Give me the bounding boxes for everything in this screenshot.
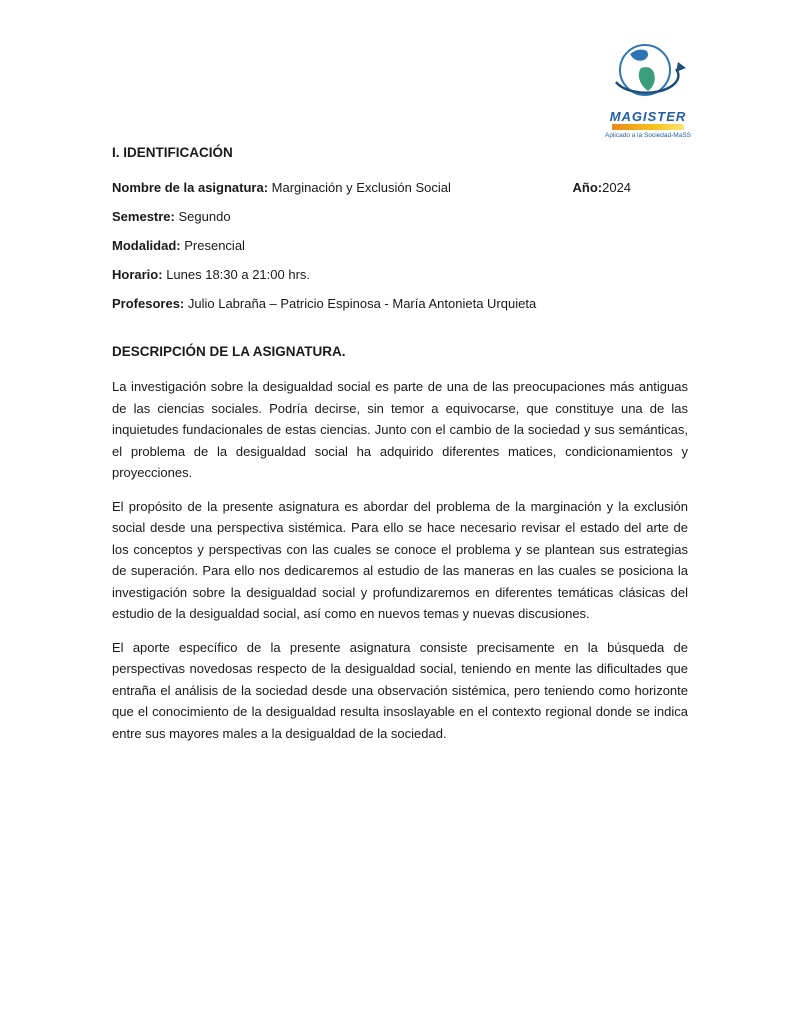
descripcion-paragraph-1: La investigación sobre la desigualdad social es parte de una de las preocupaciones más antiguas de las ciencias sociales. Podría decirse, sin temor a equivocarse, que constituye una de las inquietudes fundacionales de estas ciencias. Junto con el cambio de la sociedad y sus semánticas, el problema de la desigualdad social ha adquirido diferentes matices, condicionamientos y proyecciones.: [112, 379, 688, 480]
field-modalidad: [112, 237, 688, 254]
magister-logo: [602, 42, 694, 140]
section-identificacion-title: I. IDENTIFICACIÓN: [112, 145, 233, 160]
logo-accent-bar: [612, 124, 684, 130]
logo-brand-text: MAGISTER: [609, 109, 687, 124]
document-content: [112, 145, 688, 756]
descripcion-paragraph-3: El aporte específico de la presente asignatura consiste precisamente en la búsqueda de perspectivas novedosas respecto de la desigualdad social, teniendo en mente las dificultades que entraña el análisis de la sociedad desde una observación sistémica, pero teniendo como horizonte que el conocimiento de la desigualdad resulta insoslayable en el contexto regional donde se indica entre sus mayores males a la desigualdad de la sociedad.: [112, 639, 688, 741]
descripcion-paragraph-2: El propósito de la presente asignatura es abordar del problema de la marginación y la exclusión social desde una perspectiva sistémica. Para ello se hace necesario revisar el estado del arte de los conceptos y perspectivas con las cuales se conoce el problema y se plantean sus estrategias de superación. Para ello nos dedicaremos al estudio de las maneras en las cuales se posiciona la investigación sobre la desigualdad social y profundizaremos en diferentes temáticas clásicas del estudio de la desigualdad social, así como en nuevos temas y nuevas discusiones.: [112, 498, 688, 621]
field-semestre-value: Segundo: [178, 209, 231, 224]
logo-subtitle-text: Aplicado a la Sociedad-MaSS: [605, 132, 691, 139]
field-profesores-value: Julio Labraña – Patricio Espinosa - María Antonieta Urquieta: [187, 296, 537, 311]
section-descripcion-title: DESCRIPCIÓN DE LA ASIGNATURA.: [112, 344, 346, 359]
field-modalidad-label: Modalidad:: [112, 238, 181, 253]
field-horario-label: Horario:: [112, 267, 163, 282]
field-horario: [112, 266, 688, 283]
field-semestre: [112, 208, 688, 225]
field-horario-value: Lunes 18:30 a 21:00 hrs.: [166, 267, 311, 282]
field-anio-value: 2024: [602, 180, 632, 195]
field-nombre-value: Marginación y Exclusión Social: [271, 180, 451, 195]
field-profesores: [112, 295, 688, 312]
field-semestre-label: Semestre:: [112, 209, 175, 224]
field-nombre-asignatura: [112, 179, 688, 196]
field-profesores-label: Profesores:: [112, 296, 185, 311]
field-modalidad-value: Presencial: [184, 238, 245, 253]
globe-icon: [602, 42, 694, 109]
field-anio-label: Año:: [572, 180, 603, 195]
field-nombre-label: Nombre de la asignatura:: [112, 180, 269, 195]
